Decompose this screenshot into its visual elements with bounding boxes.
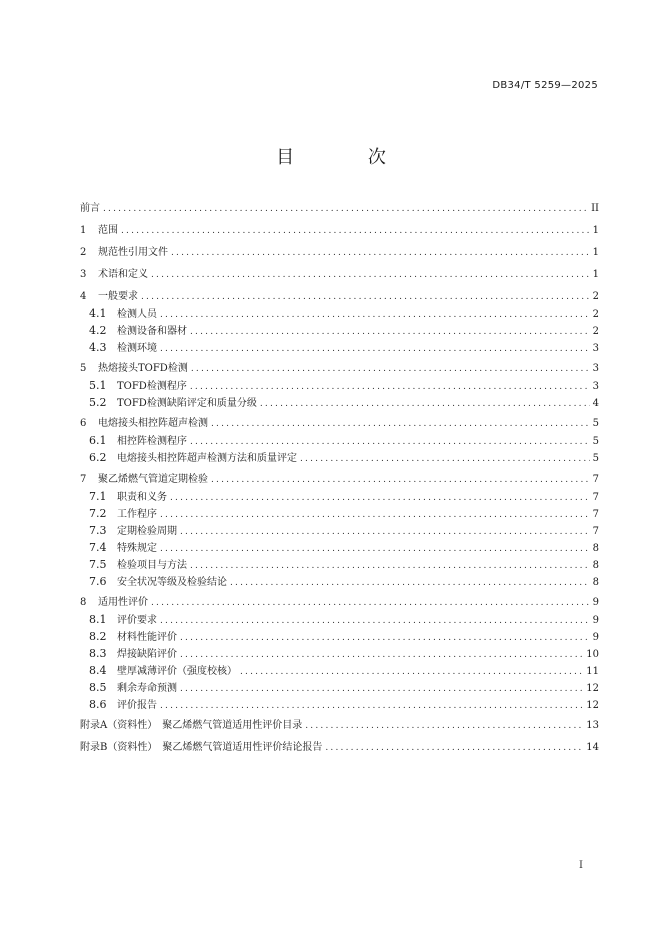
toc-entry[interactable] bbox=[89, 697, 599, 713]
toc-entry-page: 2 bbox=[592, 309, 599, 320]
toc-entry-label: 适用性评价 bbox=[98, 597, 148, 608]
toc-entry-page: 7 bbox=[592, 492, 599, 503]
toc-entry-page: 3 bbox=[592, 381, 599, 392]
toc-entry[interactable] bbox=[89, 680, 599, 696]
toc-entry[interactable] bbox=[89, 663, 599, 679]
toc-leader-dots bbox=[230, 575, 590, 591]
toc-entry-number: 8.2 bbox=[89, 630, 107, 643]
toc-entry[interactable] bbox=[80, 201, 599, 217]
toc-leader-dots bbox=[171, 245, 590, 261]
toc-entry[interactable] bbox=[89, 574, 599, 590]
toc-entry-label: TOFD检测缺陷评定和质量分级 bbox=[117, 398, 257, 409]
toc-entry[interactable] bbox=[89, 450, 599, 466]
toc-entry-number: 8.3 bbox=[89, 647, 107, 660]
toc-leader-dots bbox=[180, 630, 590, 646]
toc-entry[interactable] bbox=[80, 416, 599, 432]
toc-entry-label: 聚乙烯燃气管道定期检验 bbox=[98, 474, 208, 485]
page-number: I bbox=[579, 860, 583, 871]
toc-entry-page: 1 bbox=[592, 269, 599, 280]
toc-entry-label: 安全状况等级及检验结论 bbox=[117, 577, 227, 588]
toc-entry-page: 5 bbox=[592, 453, 599, 464]
toc-leader-dots bbox=[240, 664, 583, 680]
toc-entry-page: 8 bbox=[592, 577, 599, 588]
toc-entry-number: 6 bbox=[80, 418, 87, 429]
toc-entry[interactable] bbox=[80, 718, 599, 734]
toc-leader-dots bbox=[121, 223, 590, 239]
toc-leader-dots bbox=[180, 524, 590, 540]
toc-entry-page: 2 bbox=[592, 291, 599, 302]
toc-entry[interactable] bbox=[80, 361, 599, 377]
toc-leader-dots bbox=[190, 324, 590, 340]
toc-entry-number: 4.2 bbox=[89, 324, 107, 337]
toc-entry-page: 2 bbox=[592, 326, 599, 337]
toc-entry-page: 3 bbox=[592, 343, 599, 354]
toc-entry[interactable] bbox=[89, 540, 599, 556]
toc-leader-dots bbox=[160, 507, 590, 523]
toc-leader-dots bbox=[211, 472, 590, 488]
toc-entry[interactable] bbox=[80, 289, 599, 305]
toc-leader-dots bbox=[160, 341, 590, 357]
toc-leader-dots bbox=[190, 379, 590, 395]
toc-leader-dots bbox=[325, 740, 583, 756]
toc-leader-dots bbox=[170, 490, 590, 506]
toc-entry[interactable] bbox=[80, 223, 599, 239]
toc-entry-page: 11 bbox=[586, 666, 599, 677]
toc-entry-number: 5.1 bbox=[89, 379, 107, 392]
toc-leader-dots bbox=[190, 558, 590, 574]
toc-entry-label: 评价报告 bbox=[117, 700, 157, 711]
toc-entry-label: 附录A（资料性） 聚乙烯燃气管道适用性评价目录 bbox=[80, 720, 303, 731]
toc-entry-number: 4.3 bbox=[89, 341, 107, 354]
toc-entry-label: 热熔接头TOFD检测 bbox=[98, 363, 188, 374]
toc-entry[interactable] bbox=[89, 378, 599, 394]
toc-entry-number: 2 bbox=[80, 247, 87, 258]
toc-entry-label: 电熔接头相控阵超声检测方法和质量评定 bbox=[117, 453, 297, 464]
toc-entry-label: 检测环境 bbox=[117, 343, 157, 354]
toc-entry[interactable] bbox=[89, 629, 599, 645]
toc-entry-page: 3 bbox=[592, 363, 599, 374]
toc-entry[interactable] bbox=[89, 433, 599, 449]
toc-entry-label: 检测人员 bbox=[117, 309, 157, 320]
toc-entry-number: 4 bbox=[80, 291, 87, 302]
toc-entry-label: 检验项目与方法 bbox=[117, 560, 187, 571]
toc-entry-page: 12 bbox=[586, 700, 599, 711]
toc-entry-page: 9 bbox=[592, 597, 599, 608]
toc-entry-label: TOFD检测程序 bbox=[117, 381, 187, 392]
toc-leader-dots bbox=[160, 613, 590, 629]
toc-entry-label: 附录B（资料性） 聚乙烯燃气管道适用性评价结论报告 bbox=[80, 742, 323, 753]
toc-entry[interactable] bbox=[89, 646, 599, 662]
toc-entry-label: 定期检验周期 bbox=[117, 526, 177, 537]
toc-entry-page: 7 bbox=[592, 474, 599, 485]
toc-leader-dots bbox=[141, 289, 590, 305]
toc-leader-dots bbox=[300, 451, 590, 467]
toc-entry[interactable] bbox=[80, 267, 599, 283]
toc-leader-dots bbox=[160, 307, 590, 323]
toc-entry-label: 检测设备和器材 bbox=[117, 326, 187, 337]
toc-entry-page: 8 bbox=[592, 560, 599, 571]
toc-entry-page: 5 bbox=[592, 418, 599, 429]
toc-entry-page: 7 bbox=[592, 526, 599, 537]
toc-entry-number: 7.4 bbox=[89, 541, 107, 554]
toc-entry-label: 壁厚减薄评价（强度校核） bbox=[117, 666, 237, 677]
toc-entry-page: 14 bbox=[586, 742, 599, 753]
toc-entry-label: 评价要求 bbox=[117, 615, 157, 626]
toc-entry-label: 工作程序 bbox=[117, 509, 157, 520]
toc-entry-label: 焊接缺陷评价 bbox=[117, 649, 177, 660]
toc-entry-number: 7 bbox=[80, 474, 87, 485]
toc-entry-number: 3 bbox=[80, 269, 87, 280]
page-title: 目 次 bbox=[276, 147, 420, 168]
toc-entry-page: 13 bbox=[586, 720, 599, 731]
toc-leader-dots bbox=[190, 434, 590, 450]
toc-entry-page: 5 bbox=[592, 436, 599, 447]
toc-entry-label: 规范性引用文件 bbox=[98, 247, 168, 258]
toc-entry-label: 职责和义务 bbox=[117, 492, 167, 503]
toc-entry[interactable] bbox=[80, 740, 599, 756]
toc-leader-dots bbox=[151, 267, 590, 283]
toc-entry-number: 8.6 bbox=[89, 698, 107, 711]
toc-leader-dots bbox=[160, 541, 590, 557]
toc-entry-number: 1 bbox=[80, 225, 87, 236]
toc-entry-number: 4.1 bbox=[89, 307, 107, 320]
toc-leader-dots bbox=[151, 595, 590, 611]
toc-entry-number: 7.6 bbox=[89, 575, 107, 588]
toc-entry-number: 7.2 bbox=[89, 507, 107, 520]
toc-entry[interactable] bbox=[89, 489, 599, 505]
toc-entry-number: 8.4 bbox=[89, 664, 107, 677]
toc-entry[interactable] bbox=[89, 557, 599, 573]
toc-entry-page: 4 bbox=[592, 398, 599, 409]
toc-entry-label: 术语和定义 bbox=[98, 269, 148, 280]
toc-entry[interactable] bbox=[80, 245, 599, 261]
toc-entry-number: 8.1 bbox=[89, 613, 107, 626]
toc-entry-page: 1 bbox=[592, 225, 599, 236]
toc-entry-label: 电熔接头相控阵超声检测 bbox=[98, 418, 208, 429]
toc-entry-number: 6.2 bbox=[89, 451, 107, 464]
toc-entry[interactable] bbox=[89, 323, 599, 339]
toc-entry-number: 8 bbox=[80, 597, 87, 608]
toc-leader-dots bbox=[180, 647, 583, 663]
toc-entry-label: 前言 bbox=[80, 203, 100, 214]
toc-entry-page: 9 bbox=[592, 615, 599, 626]
toc-entry-number: 8.5 bbox=[89, 681, 107, 694]
toc-leader-dots bbox=[160, 698, 583, 714]
toc-entry[interactable] bbox=[89, 506, 599, 522]
toc-leader-dots bbox=[211, 416, 590, 432]
toc-leader-dots bbox=[180, 681, 583, 697]
toc-entry-label: 范围 bbox=[98, 225, 118, 236]
toc-entry-page: 10 bbox=[586, 649, 599, 660]
toc-entry-number: 5 bbox=[80, 363, 87, 374]
toc-entry-label: 相控阵检测程序 bbox=[117, 436, 187, 447]
toc-leader-dots bbox=[260, 396, 590, 412]
toc-entry-number: 7.1 bbox=[89, 490, 107, 503]
toc-entry-page: 8 bbox=[592, 543, 599, 554]
toc-leader-dots bbox=[191, 361, 590, 377]
toc-entry[interactable] bbox=[80, 472, 599, 488]
toc-entry[interactable] bbox=[89, 395, 599, 411]
toc-entry-page: II bbox=[591, 203, 599, 214]
toc-entry-page: 12 bbox=[586, 683, 599, 694]
toc-entry-label: 一般要求 bbox=[98, 291, 138, 302]
toc-entry-page: 1 bbox=[592, 247, 599, 258]
toc-entry-page: 9 bbox=[592, 632, 599, 643]
toc-entry-label: 材料性能评价 bbox=[117, 632, 177, 643]
toc-entry[interactable] bbox=[89, 523, 599, 539]
toc-entry[interactable] bbox=[89, 340, 599, 356]
toc-entry-number: 7.3 bbox=[89, 524, 107, 537]
toc-entry[interactable] bbox=[89, 612, 599, 628]
document-code: DB34/T 5259—2025 bbox=[492, 80, 598, 91]
toc-entry[interactable] bbox=[80, 595, 599, 611]
toc-entry[interactable] bbox=[89, 306, 599, 322]
toc-entry-number: 7.5 bbox=[89, 558, 107, 571]
toc-entry-number: 6.1 bbox=[89, 434, 107, 447]
toc-entry-number: 5.2 bbox=[89, 396, 107, 409]
toc-leader-dots bbox=[305, 718, 583, 734]
toc-entry-label: 剩余寿命预测 bbox=[117, 683, 177, 694]
toc-entry-label: 特殊规定 bbox=[117, 543, 157, 554]
toc-entry-page: 7 bbox=[592, 509, 599, 520]
toc-leader-dots bbox=[103, 201, 588, 217]
